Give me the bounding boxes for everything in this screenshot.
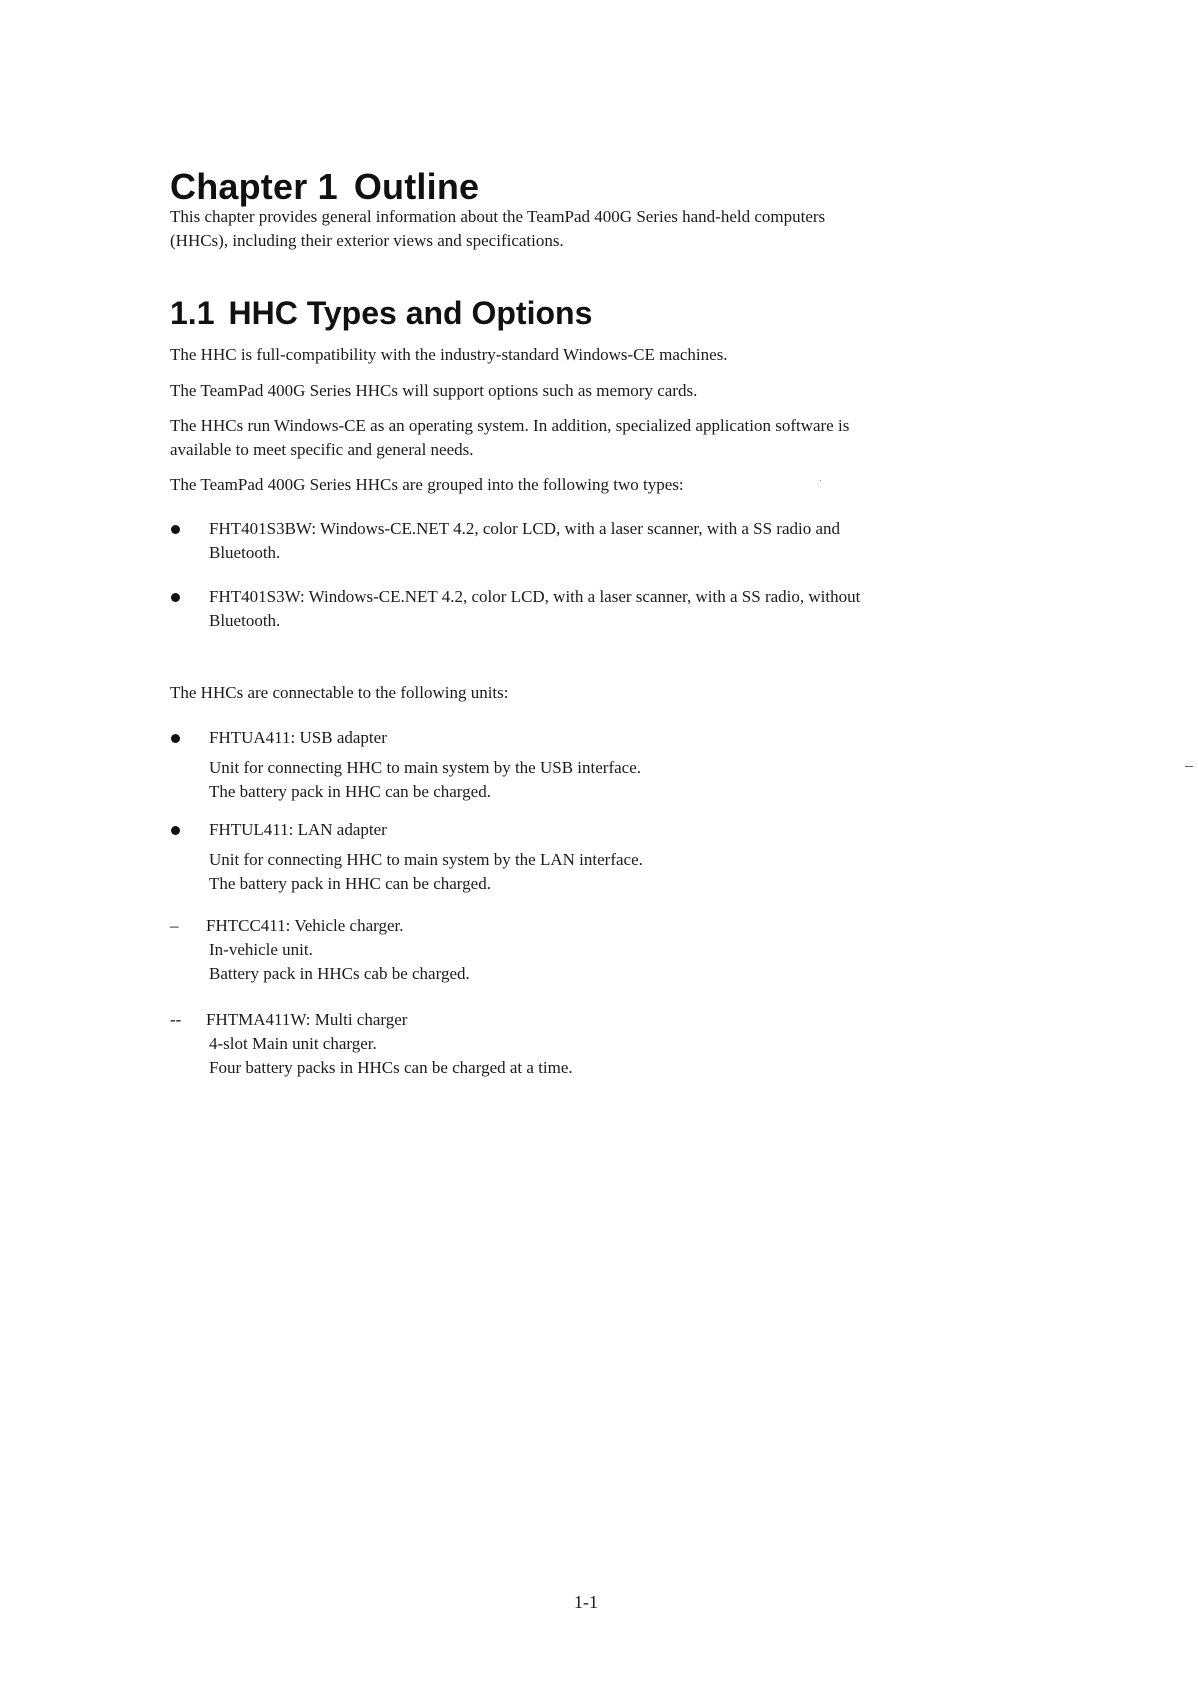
chapter-intro — [170, 205, 1010, 253]
bullet-marker — [168, 517, 182, 541]
type-item-1 — [209, 517, 1009, 565]
unit-item-title: FHTUA411: USB adapter — [209, 728, 387, 747]
chapter-number: Chapter 1 — [170, 166, 338, 207]
paragraph-operating-system-line-1: The HHCs run Windows-CE as an operating system. In addition, specialized application software is — [170, 416, 850, 435]
chapter-intro-line-2: (HHCs), including their exterior views and specifications. — [170, 231, 564, 250]
charger-item-line-1: 4-slot Main unit charger. — [209, 1034, 377, 1053]
dash-marker: – — [170, 916, 179, 935]
bullet-marker — [168, 726, 182, 750]
section-name: HHC Types and Options — [228, 295, 593, 331]
charger-item-line-2: Battery pack in HHCs cab be charged. — [209, 964, 470, 983]
type-item-2-line-1: FHT401S3W: Windows-CE.NET 4.2, color LCD, with a laser scanner, with a SS radio, without — [209, 587, 861, 606]
type-item-1-line-2: Bluetooth. — [209, 543, 281, 562]
section-number: 1.1 — [170, 295, 215, 331]
charger-item-line-1: In-vehicle unit. — [209, 940, 313, 959]
bullet-dot-icon — [171, 525, 180, 534]
unit-item-lan-adapter — [209, 818, 1009, 896]
paragraph-types-intro: The TeamPad 400G Series HHCs are grouped into the following two types: — [170, 475, 684, 494]
unit-item-title: FHTUL411: LAN adapter — [209, 820, 387, 839]
type-item-1-line-1: FHT401S3BW: Windows-CE.NET 4.2, color LCD, with a laser scanner, with a SS radio and — [209, 519, 841, 538]
paragraph-compatibility: The HHC is full-compatibility with the industry-standard Windows-CE machines. — [170, 345, 728, 364]
charger-item-title: FHTMA411W: Multi charger — [206, 1010, 408, 1029]
unit-item-line-2: The battery pack in HHC can be charged. — [209, 874, 491, 893]
charger-item-line-2: Four battery packs in HHCs can be charged at a time. — [209, 1058, 573, 1077]
paragraph-options: The TeamPad 400G Series HHCs will support options such as memory cards. — [170, 381, 698, 400]
charger-item-multi — [206, 1008, 1006, 1080]
bullet-marker — [168, 585, 182, 609]
type-item-2-line-2: Bluetooth. — [209, 611, 281, 630]
bullet-dot-icon — [171, 734, 180, 743]
scan-artifact-dot — [820, 480, 821, 481]
bullet-dot-icon — [171, 826, 180, 835]
charger-item-title: FHTCC411: Vehicle charger. — [206, 916, 404, 935]
paragraph-operating-system — [170, 414, 1010, 462]
charger-item-vehicle — [206, 914, 1006, 986]
type-item-2 — [209, 585, 1009, 633]
unit-item-line-1: Unit for connecting HHC to main system by the LAN interface. — [209, 850, 643, 869]
dash-marker: -- — [170, 1010, 182, 1029]
section-title — [170, 293, 592, 333]
unit-item-usb-adapter — [209, 726, 1009, 804]
chapter-name: Outline — [353, 166, 480, 207]
page-number: 1-1 — [574, 1592, 598, 1612]
unit-item-line-1: Unit for connecting HHC to main system by the USB interface. — [209, 758, 641, 777]
bullet-dot-icon — [171, 593, 180, 602]
scan-artifact-mark — [1185, 766, 1193, 767]
chapter-intro-line-1: This chapter provides general information about the TeamPad 400G Series hand-held computers — [170, 207, 826, 226]
paragraph-operating-system-line-2: available to meet specific and general needs. — [170, 440, 474, 459]
paragraph-units-intro: The HHCs are connectable to the following units: — [170, 683, 509, 702]
bullet-marker — [168, 818, 182, 842]
chapter-title — [170, 165, 479, 209]
unit-item-line-2: The battery pack in HHC can be charged. — [209, 782, 491, 801]
